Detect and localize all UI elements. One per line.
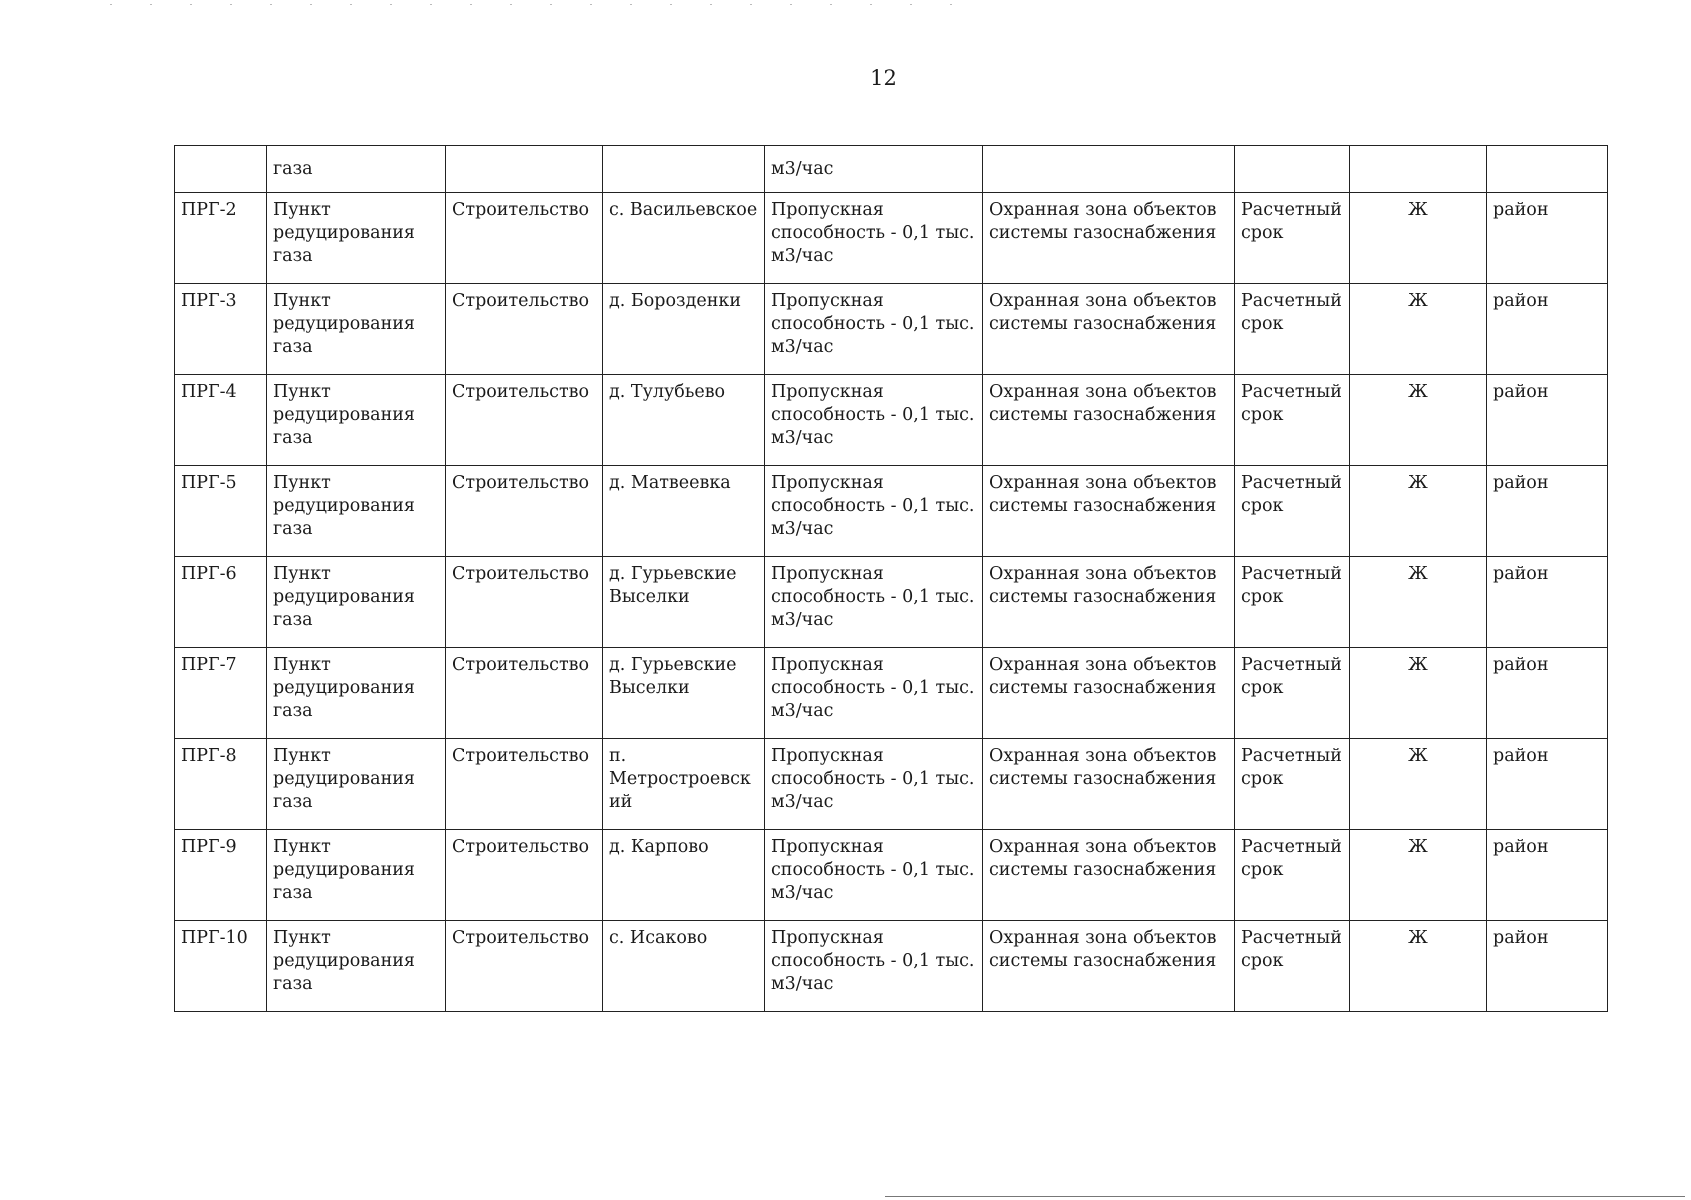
cell-code: ПРГ-6 [175, 557, 267, 648]
cell-mark: Ж [1350, 193, 1487, 284]
cell-zone: Охранная зона объектов системы газоснабжения [983, 921, 1235, 1012]
cell-capacity: Пропускная способность - 0,1 тыс. м3/час [765, 739, 983, 830]
cell-level [1487, 146, 1608, 193]
cell-code [175, 146, 267, 193]
cell-code: ПРГ-5 [175, 466, 267, 557]
cell-code: ПРГ-3 [175, 284, 267, 375]
cell-name: Пункт редуцирования газа [267, 466, 446, 557]
cell-code: ПРГ-8 [175, 739, 267, 830]
page-number: 12 [870, 66, 897, 90]
cell-mark [1350, 146, 1487, 193]
cell-term: Расчетный срок [1235, 921, 1350, 1012]
cell-capacity: Пропускная способность - 0,1 тыс. м3/час [765, 284, 983, 375]
cell-type: Строительство [446, 830, 603, 921]
cell-name: Пункт редуцирования газа [267, 830, 446, 921]
cell-zone: Охранная зона объектов системы газоснабжения [983, 739, 1235, 830]
cell-mark: Ж [1350, 466, 1487, 557]
cell-name: Пункт редуцирования газа [267, 921, 446, 1012]
continuation-row [175, 146, 1608, 193]
cell-type: Строительство [446, 284, 603, 375]
cell-code: ПРГ-4 [175, 375, 267, 466]
table-row [175, 284, 1608, 375]
cell-name: Пункт редуцирования газа [267, 375, 446, 466]
cell-capacity: Пропускная способность - 0,1 тыс. м3/час [765, 193, 983, 284]
cell-type: Строительство [446, 193, 603, 284]
cell-capacity: м3/час [765, 146, 983, 193]
cell-mark: Ж [1350, 921, 1487, 1012]
cell-location: д. Матвеевка [603, 466, 765, 557]
cell-type: Строительство [446, 466, 603, 557]
scan-artifact-line [110, 4, 980, 5]
cell-capacity: Пропускная способность - 0,1 тыс. м3/час [765, 648, 983, 739]
cell-term: Расчетный срок [1235, 557, 1350, 648]
cell-level: район [1487, 557, 1608, 648]
cell-location: д. Карпово [603, 830, 765, 921]
cell-level: район [1487, 830, 1608, 921]
table-row [175, 466, 1608, 557]
cell-term [1235, 146, 1350, 193]
table-row [175, 557, 1608, 648]
cell-location: д. Борозденки [603, 284, 765, 375]
cell-capacity: Пропускная способность - 0,1 тыс. м3/час [765, 830, 983, 921]
cell-name: Пункт редуцирования газа [267, 739, 446, 830]
cell-mark: Ж [1350, 557, 1487, 648]
cell-zone: Охранная зона объектов системы газоснабжения [983, 648, 1235, 739]
cell-mark: Ж [1350, 648, 1487, 739]
cell-capacity: Пропускная способность - 0,1 тыс. м3/час [765, 466, 983, 557]
cell-name: Пункт редуцирования газа [267, 557, 446, 648]
cell-term: Расчетный срок [1235, 466, 1350, 557]
cell-level: район [1487, 648, 1608, 739]
cell-level: район [1487, 739, 1608, 830]
cell-term: Расчетный срок [1235, 193, 1350, 284]
cell-location: д. Гурьевские Выселки [603, 557, 765, 648]
cell-mark: Ж [1350, 284, 1487, 375]
cell-level: район [1487, 921, 1608, 1012]
table-row [175, 739, 1608, 830]
cell-code: ПРГ-10 [175, 921, 267, 1012]
cell-mark: Ж [1350, 830, 1487, 921]
cell-term: Расчетный срок [1235, 284, 1350, 375]
cell-code: ПРГ-2 [175, 193, 267, 284]
cell-location: п. Метростроевский [603, 739, 765, 830]
cell-mark: Ж [1350, 375, 1487, 466]
cell-code: ПРГ-7 [175, 648, 267, 739]
cell-location: д. Гурьевские Выселки [603, 648, 765, 739]
cell-name: Пункт редуцирования газа [267, 284, 446, 375]
cell-name: газа [267, 146, 446, 193]
cell-code: ПРГ-9 [175, 830, 267, 921]
cell-type: Строительство [446, 739, 603, 830]
table-row [175, 375, 1608, 466]
cell-term: Расчетный срок [1235, 375, 1350, 466]
cell-term: Расчетный срок [1235, 830, 1350, 921]
table-row [175, 193, 1608, 284]
cell-level: район [1487, 193, 1608, 284]
cell-zone [983, 146, 1235, 193]
cell-type: Строительство [446, 557, 603, 648]
cell-term: Расчетный срок [1235, 739, 1350, 830]
cell-zone: Охранная зона объектов системы газоснабжения [983, 466, 1235, 557]
cell-capacity: Пропускная способность - 0,1 тыс. м3/час [765, 557, 983, 648]
cell-zone: Охранная зона объектов системы газоснабжения [983, 375, 1235, 466]
cell-level: район [1487, 375, 1608, 466]
cell-type: Строительство [446, 648, 603, 739]
cell-level: район [1487, 466, 1608, 557]
facilities-table [174, 145, 1608, 1012]
cell-zone: Охранная зона объектов системы газоснабжения [983, 557, 1235, 648]
cell-type: Строительство [446, 375, 603, 466]
cell-type [446, 146, 603, 193]
table-row [175, 648, 1608, 739]
cell-location: д. Тулубьево [603, 375, 765, 466]
cell-location [603, 146, 765, 193]
cell-name: Пункт редуцирования газа [267, 648, 446, 739]
table-body [175, 146, 1608, 1012]
cell-zone: Охранная зона объектов системы газоснабжения [983, 284, 1235, 375]
cell-capacity: Пропускная способность - 0,1 тыс. м3/час [765, 375, 983, 466]
cell-type: Строительство [446, 921, 603, 1012]
cell-location: с. Исаково [603, 921, 765, 1012]
cell-mark: Ж [1350, 739, 1487, 830]
cell-zone: Охранная зона объектов системы газоснабжения [983, 193, 1235, 284]
cell-location: с. Васильевское [603, 193, 765, 284]
table-row [175, 921, 1608, 1012]
table-row [175, 830, 1608, 921]
cell-name: Пункт редуцирования газа [267, 193, 446, 284]
cell-level: район [1487, 284, 1608, 375]
cell-term: Расчетный срок [1235, 648, 1350, 739]
cell-zone: Охранная зона объектов системы газоснабжения [983, 830, 1235, 921]
cell-capacity: Пропускная способность - 0,1 тыс. м3/час [765, 921, 983, 1012]
footer-divider [885, 1196, 1685, 1197]
